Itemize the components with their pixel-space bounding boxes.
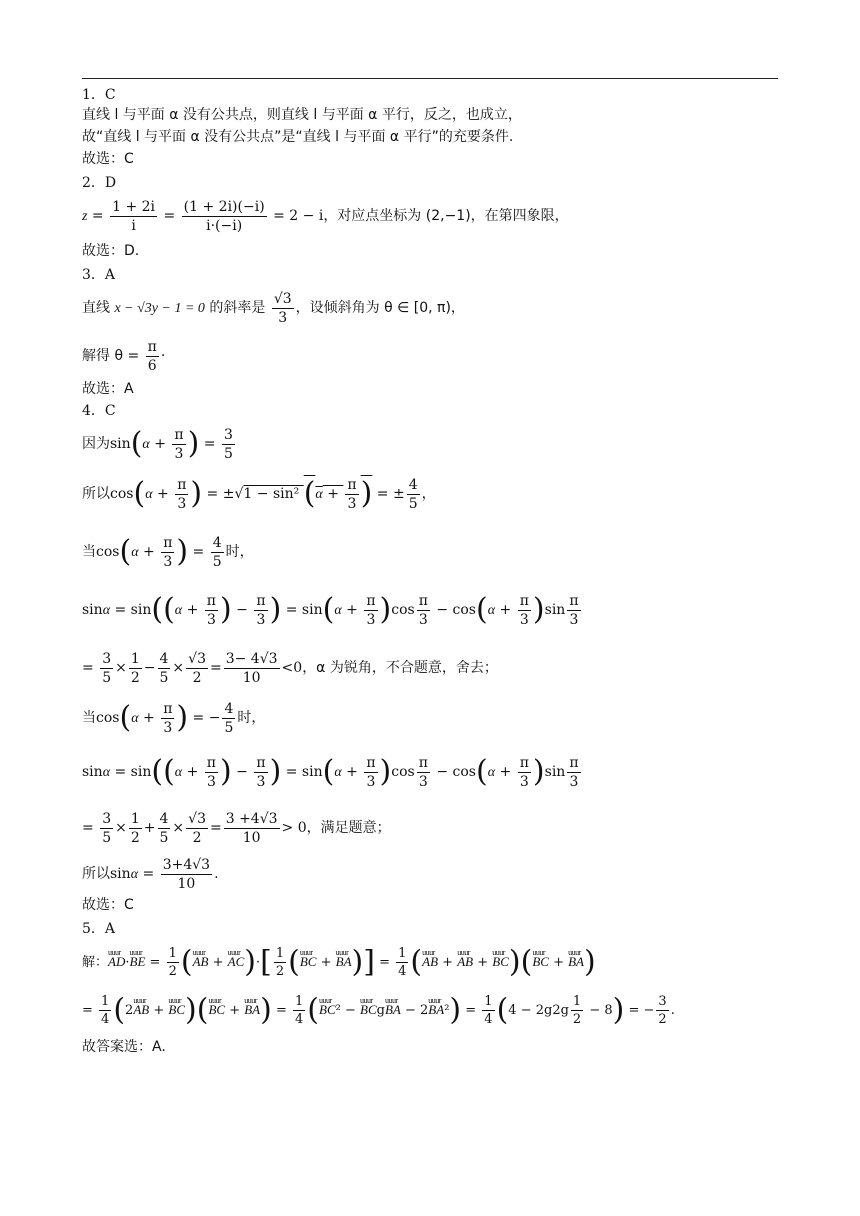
answer-3-slope-num: √3 bbox=[273, 290, 292, 307]
answer-2-text: ，对应点坐标为 (2,−1)，在第四象限， bbox=[323, 208, 569, 224]
answer-4-when-suffix-2: 时， bbox=[237, 710, 266, 726]
answer-5-line-1: 解：uuur AD·uuur BE = $\frac{1}{2}$ (uuur AB + uuur AC)·[ $\frac{1}{2}$ (uuur BC + uuur BA)] = $\frac{1}{4}$ (uuur AB + uuur AB + uuur BC)(uuur BC + uuur BA) bbox=[82, 942, 596, 983]
answer-4-expand-2: sinα = sin((α + $\frac{\pi}{3}$ ) − $\frac{\pi}{3}$ ) = sin(α + $\frac{\pi}{3}$ )cos $\frac{\pi}{3}$ − cos(α + $\frac{\pi}{3}$ )sin $\frac{\pi}{3}$ bbox=[82, 754, 579, 790]
answer-5-heading: 5．A bbox=[82, 921, 116, 937]
answer-4-final-prefix: 所以 bbox=[82, 866, 110, 882]
answer-3-prefix: 直线 bbox=[82, 300, 110, 316]
header-rule bbox=[82, 78, 778, 79]
answer-1-heading: 1．C bbox=[82, 87, 116, 103]
answer-3-choice: 故选：A bbox=[82, 381, 134, 397]
answer-4-result-2: = $\frac{3}{5}$ × $\frac{1}{2}$ + $\frac{4}{5}$ × $\frac{√3}{2}$ = $\frac{3 +4√3}{10}$ > 0，满足题意； bbox=[82, 810, 391, 846]
answer-3-theta-den: 6 bbox=[147, 357, 157, 374]
answer-4-case-2: 当cos(α + $\frac{\pi}{3}$ ) = − $\frac{4}{5}$ 时， bbox=[82, 700, 266, 736]
answer-3-solve-line: 解得 θ = $\frac{\pi}{6}$ · bbox=[82, 338, 166, 374]
answer-3-slope-den: 3 bbox=[278, 309, 288, 326]
answer-4-reject: ，α 为锐角，不合题意，舍去； bbox=[302, 660, 498, 676]
answer-2-heading: 2．D bbox=[82, 175, 117, 191]
answer-5-solve: 解： bbox=[82, 955, 109, 970]
answer-4-when-2: 当 bbox=[82, 710, 96, 726]
answer-3-mid: 的斜率是 bbox=[209, 300, 266, 316]
answer-3-solve: 解得 θ = bbox=[82, 348, 140, 364]
answer-4-result-1: = $\frac{3}{5}$ × $\frac{1}{2}$ − $\frac{4}{5}$ × $\frac{√3}{2}$ = $\frac{3- 4√3}{10}$ <0，α 为锐角，不合题意，舍去； bbox=[82, 650, 498, 686]
answer-4-accept: ，满足题意； bbox=[306, 820, 391, 836]
answer-3-theta-num: π bbox=[147, 338, 157, 355]
answer-1-text-line-1: 直线 l 与平面 α 没有公共点，则直线 l 与平面 α 平行，反之，也成立， bbox=[82, 107, 522, 123]
answer-4-case-1: 当cos(α + $\frac{\pi}{3}$ ) = $\frac{4}{5}$ 时， bbox=[82, 534, 254, 570]
answer-4-when-suffix-1: 时， bbox=[225, 544, 254, 560]
answer-4-expand-1: sinα = sin((α + $\frac{\pi}{3}$ ) − $\frac{\pi}{3}$ ) = sin(α + $\frac{\pi}{3}$ )cos $\frac{\pi}{3}$ − cos(α + $\frac{\pi}{3}$ )sin $\frac{\pi}{3}$ bbox=[82, 592, 579, 628]
answer-2-equation: z = $\frac{1 + 2i}{i}$ = $\frac{(1 + 2i)(-i)}{i\cdot(-i)}$ = 2 − i，对应点坐标为 (2,−1)，在第四象限， bbox=[82, 198, 569, 234]
answer-3-suffix: ，设倾斜角为 θ ∈ [0, π)， bbox=[295, 300, 465, 316]
answer-4-cos-line: 所以cos(α + $\frac{\pi}{3}$ ) = ±√1 − sin² (α + $\frac{\pi}{3}$ ) = ± $\frac{4}{5}$ ， bbox=[82, 476, 436, 512]
answer-4-because: 因为 bbox=[82, 436, 110, 452]
answer-4-so: 所以 bbox=[82, 486, 110, 502]
answer-4-final: 所以sinα = $\frac{3+4√3}{10}$ . bbox=[82, 856, 219, 892]
answer-1-text-line-2: 故“直线 l 与平面 α 没有公共点”是“直线 l 与平面 α 平行”的充要条件. bbox=[82, 129, 514, 145]
answer-5-choice: 故答案选：A. bbox=[82, 1039, 166, 1055]
answer-2-choice: 故选：D. bbox=[82, 243, 140, 259]
answer-1-choice: 故选：C bbox=[82, 151, 134, 167]
answer-4-given: 因为sin(α + $\frac{\pi}{3}$ ) = $\frac{3}{5}$ bbox=[82, 426, 233, 462]
answer-3-equation: x − √3y − 1 = 0 bbox=[114, 301, 205, 316]
answer-3-heading: 3．A bbox=[82, 267, 116, 283]
answer-5-line-2: = $\frac{1}{4}$ (2uuur AB + uuur BC)(uuur BC + uuur BA) = $\frac{1}{4}$ (uuur BC² − uuur BCguuur BA − 2uuur BA²) = $\frac{1}{4}$ (4 − 2g2g $\frac{1}{2}$ − 8) = − $\frac{3}{2}$ . bbox=[82, 990, 675, 1031]
answer-4-when-1: 当 bbox=[82, 544, 96, 560]
answer-4-heading: 4．C bbox=[82, 403, 116, 419]
answer-3-slope-line bbox=[82, 288, 465, 329]
answer-4-choice: 故选：C bbox=[82, 897, 134, 913]
